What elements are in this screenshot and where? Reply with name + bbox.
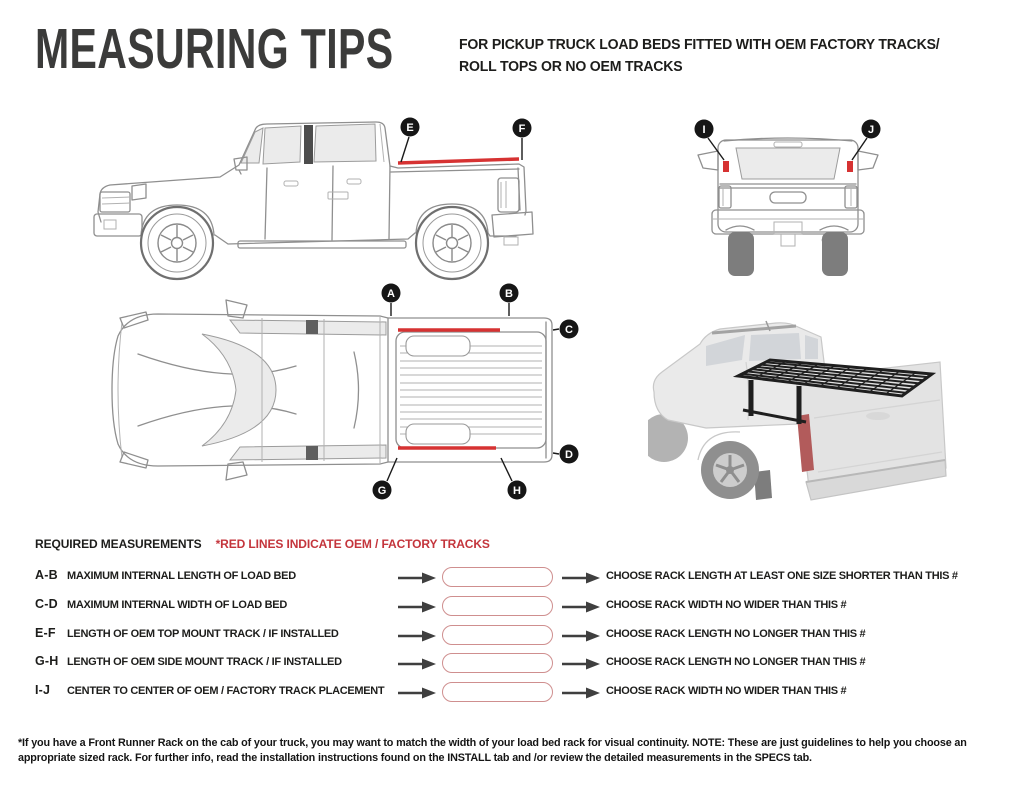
marker-badge-i [695, 120, 714, 139]
measurement-description: LENGTH OF OEM SIDE MOUNT TRACK / IF INSTALLED [67, 656, 342, 668]
measurement-value-field [442, 653, 553, 673]
svg-text:C: C [565, 324, 573, 336]
rear-window [736, 148, 840, 179]
front-wheel [141, 207, 213, 279]
marker-badge-e [401, 118, 420, 137]
arrow-right-icon [398, 572, 436, 584]
marker-badge-b [500, 284, 519, 303]
page-title: MEASURING TIPS [35, 17, 394, 81]
measurement-code: E-F [35, 626, 56, 640]
subtitle-line-1: FOR PICKUP TRUCK LOAD BEDS FITTED WITH OEM FACTORY TRACKS/ [459, 37, 940, 53]
svg-text:B: B [505, 288, 513, 300]
marker-badge-a [382, 284, 401, 303]
rear-wheel [701, 441, 759, 499]
svg-text:I: I [702, 124, 706, 136]
arrow-right-icon [562, 658, 600, 670]
left-rear-wheel [728, 232, 754, 276]
arrow-right-icon [562, 630, 600, 642]
marker-badge-h [508, 481, 527, 500]
svg-text:E: E [406, 122, 414, 134]
measurement-code: A-B [35, 568, 58, 582]
arrow-right-icon [562, 572, 600, 584]
track-red-mark-right [847, 161, 853, 172]
measurement-row-ij [0, 682, 1024, 704]
svg-text:D: D [565, 449, 573, 461]
measurement-value-field [442, 625, 553, 645]
arrow-right-icon [398, 630, 436, 642]
arrow-right-icon [562, 601, 600, 613]
measurement-row-gh [0, 653, 1024, 675]
rack-size-instruction: CHOOSE RACK WIDTH NO WIDER THAN THIS # [606, 599, 847, 611]
windshield [202, 334, 276, 446]
rear-wheel [416, 207, 488, 279]
track-red-mark-left [723, 161, 729, 172]
page-subtitle [459, 34, 940, 78]
truck-rear-view-diagram [690, 110, 885, 282]
measurement-code: I-J [35, 683, 51, 697]
rack-size-instruction: CHOOSE RACK LENGTH AT LEAST ONE SIZE SHORTER THAN THIS # [606, 570, 958, 582]
marker-badge-j [862, 120, 881, 139]
svg-text:F: F [518, 123, 526, 135]
measurements-heading [35, 537, 490, 551]
measurement-value-field [442, 596, 553, 616]
red-lines-note: *RED LINES INDICATE OEM / FACTORY TRACKS [215, 537, 490, 551]
left-mirror [698, 151, 718, 170]
measurement-row-ef [0, 625, 1024, 647]
measurement-code: C-D [35, 597, 58, 611]
arrow-right-icon [398, 601, 436, 613]
right-mirror [858, 151, 878, 170]
marker-badge-f [513, 119, 532, 138]
running-board [238, 241, 406, 248]
arrow-right-icon [562, 687, 600, 699]
arrow-right-icon [398, 687, 436, 699]
marker-badge-d [560, 445, 579, 464]
svg-text:H: H [513, 485, 521, 497]
measurement-description: MAXIMUM INTERNAL LENGTH OF LOAD BED [67, 570, 296, 582]
measurement-row-ab [0, 567, 1024, 589]
truck-side-view-diagram [88, 108, 550, 286]
b-pillar [306, 320, 318, 334]
right-rear-wheel [822, 232, 848, 276]
measurement-description: CENTER TO CENTER OF OEM / FACTORY TRACK PLACEMENT [67, 685, 385, 697]
oem-top-track-red-line [398, 159, 519, 163]
svg-text:J: J [867, 124, 875, 136]
measurement-value-field [442, 567, 553, 587]
rack-size-instruction: CHOOSE RACK WIDTH NO WIDER THAN THIS # [606, 685, 847, 697]
rack-size-instruction: CHOOSE RACK LENGTH NO LONGER THAN THIS # [606, 656, 866, 668]
arrow-right-icon [398, 658, 436, 670]
subtitle-line-2: ROLL TOPS OR NO OEM TRACKS [459, 59, 683, 75]
svg-text:A: A [387, 288, 395, 300]
truck-with-rack-render [648, 320, 958, 512]
tailgate-handle [770, 192, 806, 203]
footnote: *If you have a Front Runner Rack on the cab of your truck, you may want to match the width of your load bed rack for visual continuity. NOTE: These are just guidelines to help you choose an appropriate sized rack. For further info, read the installation instructions found on the INSTALL tab and /or review the detailed measurements in the SPECS tab. [18, 737, 967, 764]
required-measurements-label: REQUIRED MEASUREMENTS [35, 537, 202, 551]
measurement-row-cd [0, 596, 1024, 618]
measurement-value-field [442, 682, 553, 702]
measurement-code: G-H [35, 654, 59, 668]
measurement-description: LENGTH OF OEM TOP MOUNT TRACK / IF INSTALLED [67, 628, 339, 640]
svg-text:G: G [377, 485, 387, 497]
marker-badge-c [560, 320, 579, 339]
marker-badge-g [373, 481, 392, 500]
rack-size-instruction: CHOOSE RACK LENGTH NO LONGER THAN THIS # [606, 628, 866, 640]
measurement-description: MAXIMUM INTERNAL WIDTH OF LOAD BED [67, 599, 287, 611]
rear-bumper [492, 212, 533, 237]
truck-top-view-diagram [100, 278, 590, 518]
b-pillar [304, 125, 313, 164]
